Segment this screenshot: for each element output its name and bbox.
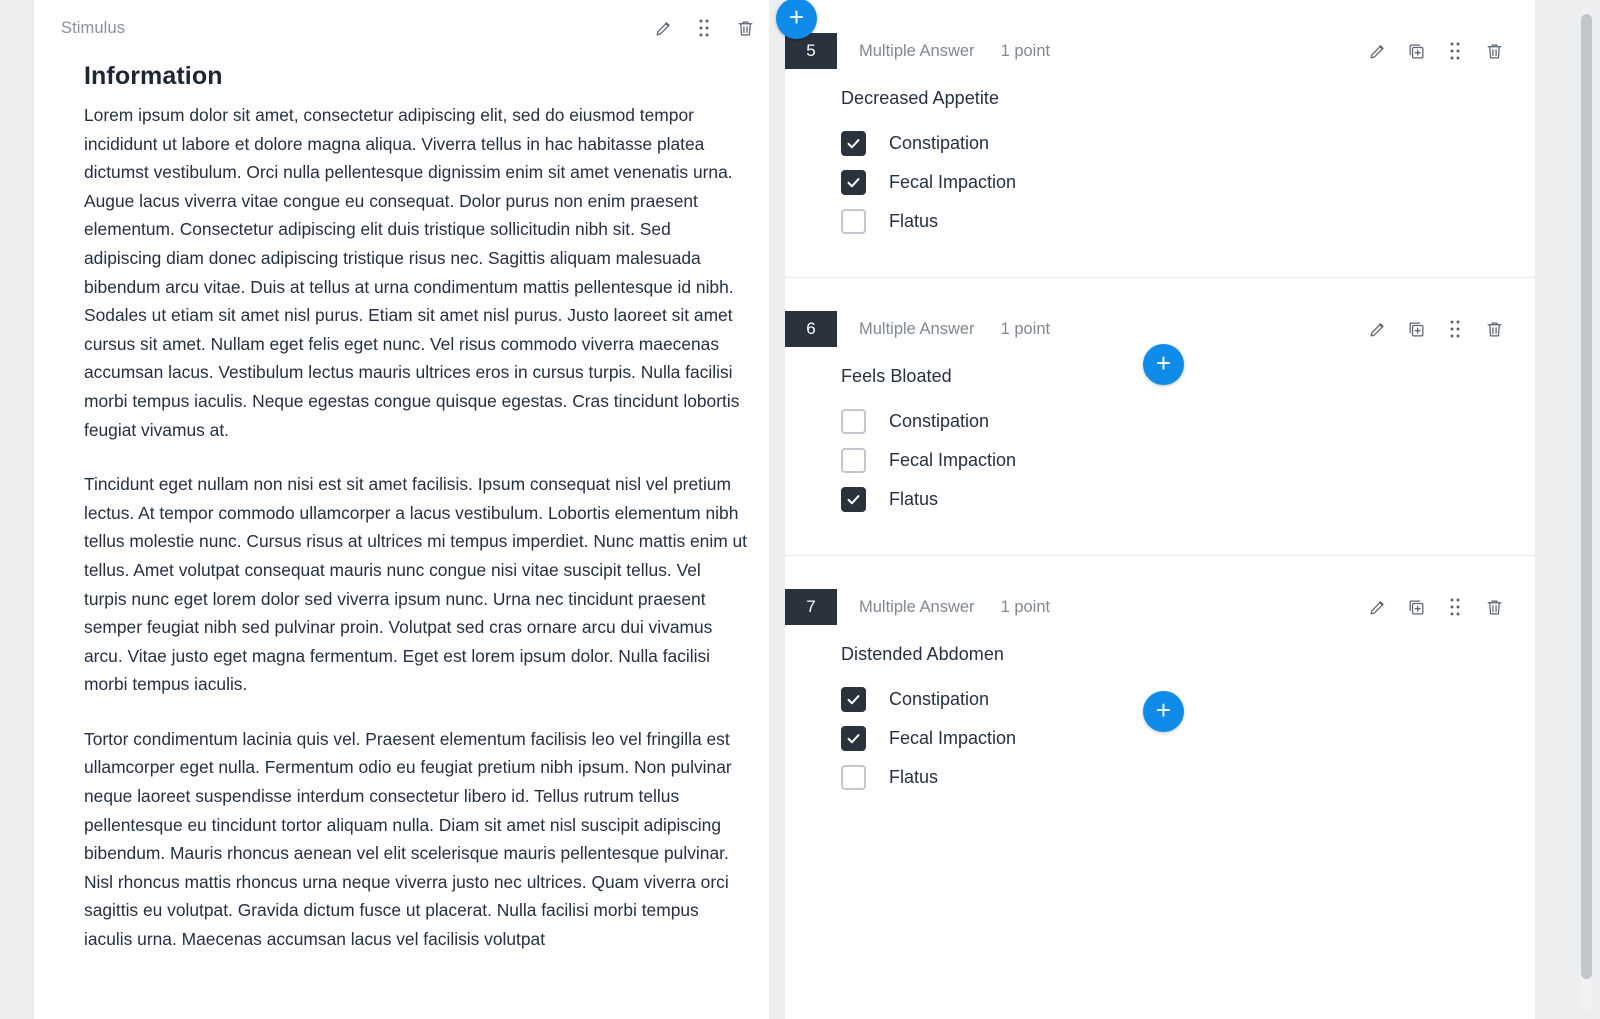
question-body <box>785 636 1535 833</box>
plus-icon: + <box>1155 348 1172 378</box>
checkbox-checked-icon[interactable] <box>841 131 866 156</box>
question-prompt: Decreased Appetite <box>841 88 1000 108</box>
add-question-button[interactable] <box>1143 344 1184 385</box>
option-row[interactable] <box>841 202 1535 241</box>
option-label: Fecal Impaction <box>889 450 1017 470</box>
stimulus-label: Stimulus <box>61 18 126 37</box>
plus-icon: + <box>788 2 805 32</box>
option-row[interactable] <box>841 402 1535 441</box>
edit-pencil-icon[interactable] <box>1366 40 1388 62</box>
drag-handle-icon[interactable] <box>1444 596 1466 618</box>
stimulus-paragraph: Tortor condimentum lacinia quis vel. Praesent elementum facilisis leo vel fringilla est ullamcorper eget nulla. Fermentum odio eu feugiat pretium nibh ipsum. Non pulvinar neque laoreet suspendisse interdum consectetur libero id. Tellus rutrum tellus pellentesque eu tincidunt tortor aliquam nulla. Diam sit amet nisl suscipit adipiscing bibendum. Mauris rhoncus aenean vel elit scelerisque mauris pellentesque pulvinar. Nisl rhoncus mattis rhoncus urna neque viverra justo nec ultrices. Quam viverra orci sagittis eu volutpat. Gravida dictum fusce ut placerat. Nulla facilisi morbi tempus iaculis urna. Maecenas accumsan lacus vel facilisis volutpat <box>84 728 732 950</box>
checkbox-checked-icon[interactable] <box>841 726 866 751</box>
question-list <box>785 0 1535 1019</box>
option-row[interactable] <box>841 719 1535 758</box>
option-label: Constipation <box>889 133 990 153</box>
question-card <box>785 278 1535 556</box>
stimulus-title: Information <box>84 62 223 90</box>
checkbox-unchecked-icon[interactable] <box>841 448 866 473</box>
checkbox-checked-icon[interactable] <box>841 687 866 712</box>
edit-pencil-icon[interactable] <box>652 17 674 39</box>
trash-icon[interactable] <box>1483 596 1505 618</box>
question-type: Multiple Answer <box>859 41 975 60</box>
stimulus-header <box>34 0 784 56</box>
checkbox-unchecked-icon[interactable] <box>841 765 866 790</box>
stimulus-toolbar <box>652 17 756 39</box>
option-row[interactable] <box>841 441 1535 480</box>
question-body <box>785 80 1535 277</box>
trash-icon[interactable] <box>1483 40 1505 62</box>
option-label: Constipation <box>889 411 990 431</box>
panel-divider <box>769 0 785 1019</box>
option-row[interactable] <box>841 480 1535 519</box>
question-prompt: Feels Bloated <box>841 366 952 386</box>
option-label: Flatus <box>889 489 939 509</box>
add-question-button[interactable] <box>1143 691 1184 732</box>
checkbox-unchecked-icon[interactable] <box>841 209 866 234</box>
stimulus-panel <box>33 0 785 1019</box>
edit-pencil-icon[interactable] <box>1366 596 1388 618</box>
add-question-button[interactable] <box>776 0 817 39</box>
option-label: Fecal Impaction <box>889 172 1017 192</box>
option-label: Constipation <box>889 689 990 709</box>
question-points: 1 point <box>1000 597 1051 616</box>
question-toolbar <box>1366 318 1505 340</box>
edit-pencil-icon[interactable] <box>1366 318 1388 340</box>
question-points: 1 point <box>1000 41 1051 60</box>
question-header <box>785 578 1535 636</box>
trash-icon[interactable] <box>1483 318 1505 340</box>
question-number: 5 <box>785 33 837 69</box>
drag-handle-icon[interactable] <box>1444 40 1466 62</box>
drag-handle-icon[interactable] <box>693 17 715 39</box>
option-row[interactable] <box>841 758 1535 797</box>
option-label: Fecal Impaction <box>889 728 1017 748</box>
option-label: Flatus <box>889 211 939 231</box>
checkbox-unchecked-icon[interactable] <box>841 409 866 434</box>
question-type: Multiple Answer <box>859 597 975 616</box>
question-toolbar <box>1366 40 1505 62</box>
question-number: 7 <box>785 589 837 625</box>
drag-handle-icon[interactable] <box>1444 318 1466 340</box>
option-row[interactable] <box>841 124 1535 163</box>
stimulus-paragraph: Lorem ipsum dolor sit amet, consectetur adipiscing elit, sed do eiusmod tempor incididunt ut labore et dolore magna aliqua. Viverra tellus in hac habitasse platea dictumst vestibulum. Orci nulla pellentesque dignissim enim sit amet venenatis urna. Augue lacus viverra vitae congue eu consequat. Dolor purus non enim praesent elementum. Consectetur adipiscing elit duis tristique sollicitudin nibh sit. Sed adipiscing diam donec adipiscing tristique risus nec. Sagittis aliquam malesuada bibendum arcu vitae. Duis at tellus at urna condimentum mattis pellentesque id nibh. Sodales ut etiam sit amet nisl purus. Etiam sit amet nisl purus. Justo laoreet sit amet cursus sit amet. Nullam eget felis eget nunc. Vel risus commodo viverra maecenas accumsan lacus. Vestibulum lectus mauris ultrices eros in cursus turpis. Nulla facilisi morbi tempus iaculis. Neque egestas congue quisque egestas. Cras tincidunt lobortis feugiat vivamus at. <box>84 105 740 440</box>
trash-icon[interactable] <box>734 17 756 39</box>
question-points: 1 point <box>1000 319 1051 338</box>
question-toolbar <box>1366 596 1505 618</box>
option-row[interactable] <box>841 680 1535 719</box>
stimulus-paragraph: Tincidunt eget nullam non nisi est sit amet facilisis. Ipsum consequat nisl vel pretium lectus. At tempor commodo ullamcorper a lacus vestibulum. Lobortis elementum nibh tellus molestie nunc. Cursus risus at ultrices mi tempus imperdiet. Nunc mattis enim ut tellus. Amet volutpat consequat mauris nunc congue nisi vitae suscipit tellus. Vel turpis nunc eget lorem dolor sed viverra ipsum nunc. Urna nec tincidunt praesent semper feugiat nibh sed pulvinar proin. Volutpat sed cras ornare arcu dui vivamus arcu. Vitae justo eget magna fermentum. Eget est lorem ipsum dolor. Nulla facilisi morbi tempus iaculis. <box>84 474 748 695</box>
option-label: Flatus <box>889 767 939 787</box>
plus-icon: + <box>1155 695 1172 725</box>
question-card <box>785 0 1535 278</box>
duplicate-icon[interactable] <box>1405 40 1427 62</box>
duplicate-icon[interactable] <box>1405 318 1427 340</box>
checkbox-checked-icon[interactable] <box>841 487 866 512</box>
stimulus-body <box>34 56 784 954</box>
checkbox-checked-icon[interactable] <box>841 170 866 195</box>
question-type: Multiple Answer <box>859 319 975 338</box>
scrollbar-thumb[interactable] <box>1581 14 1592 979</box>
question-number: 6 <box>785 311 837 347</box>
option-row[interactable] <box>841 163 1535 202</box>
question-body <box>785 358 1535 555</box>
question-prompt: Distended Abdomen <box>841 644 1004 664</box>
duplicate-icon[interactable] <box>1405 596 1427 618</box>
question-header <box>785 22 1535 80</box>
